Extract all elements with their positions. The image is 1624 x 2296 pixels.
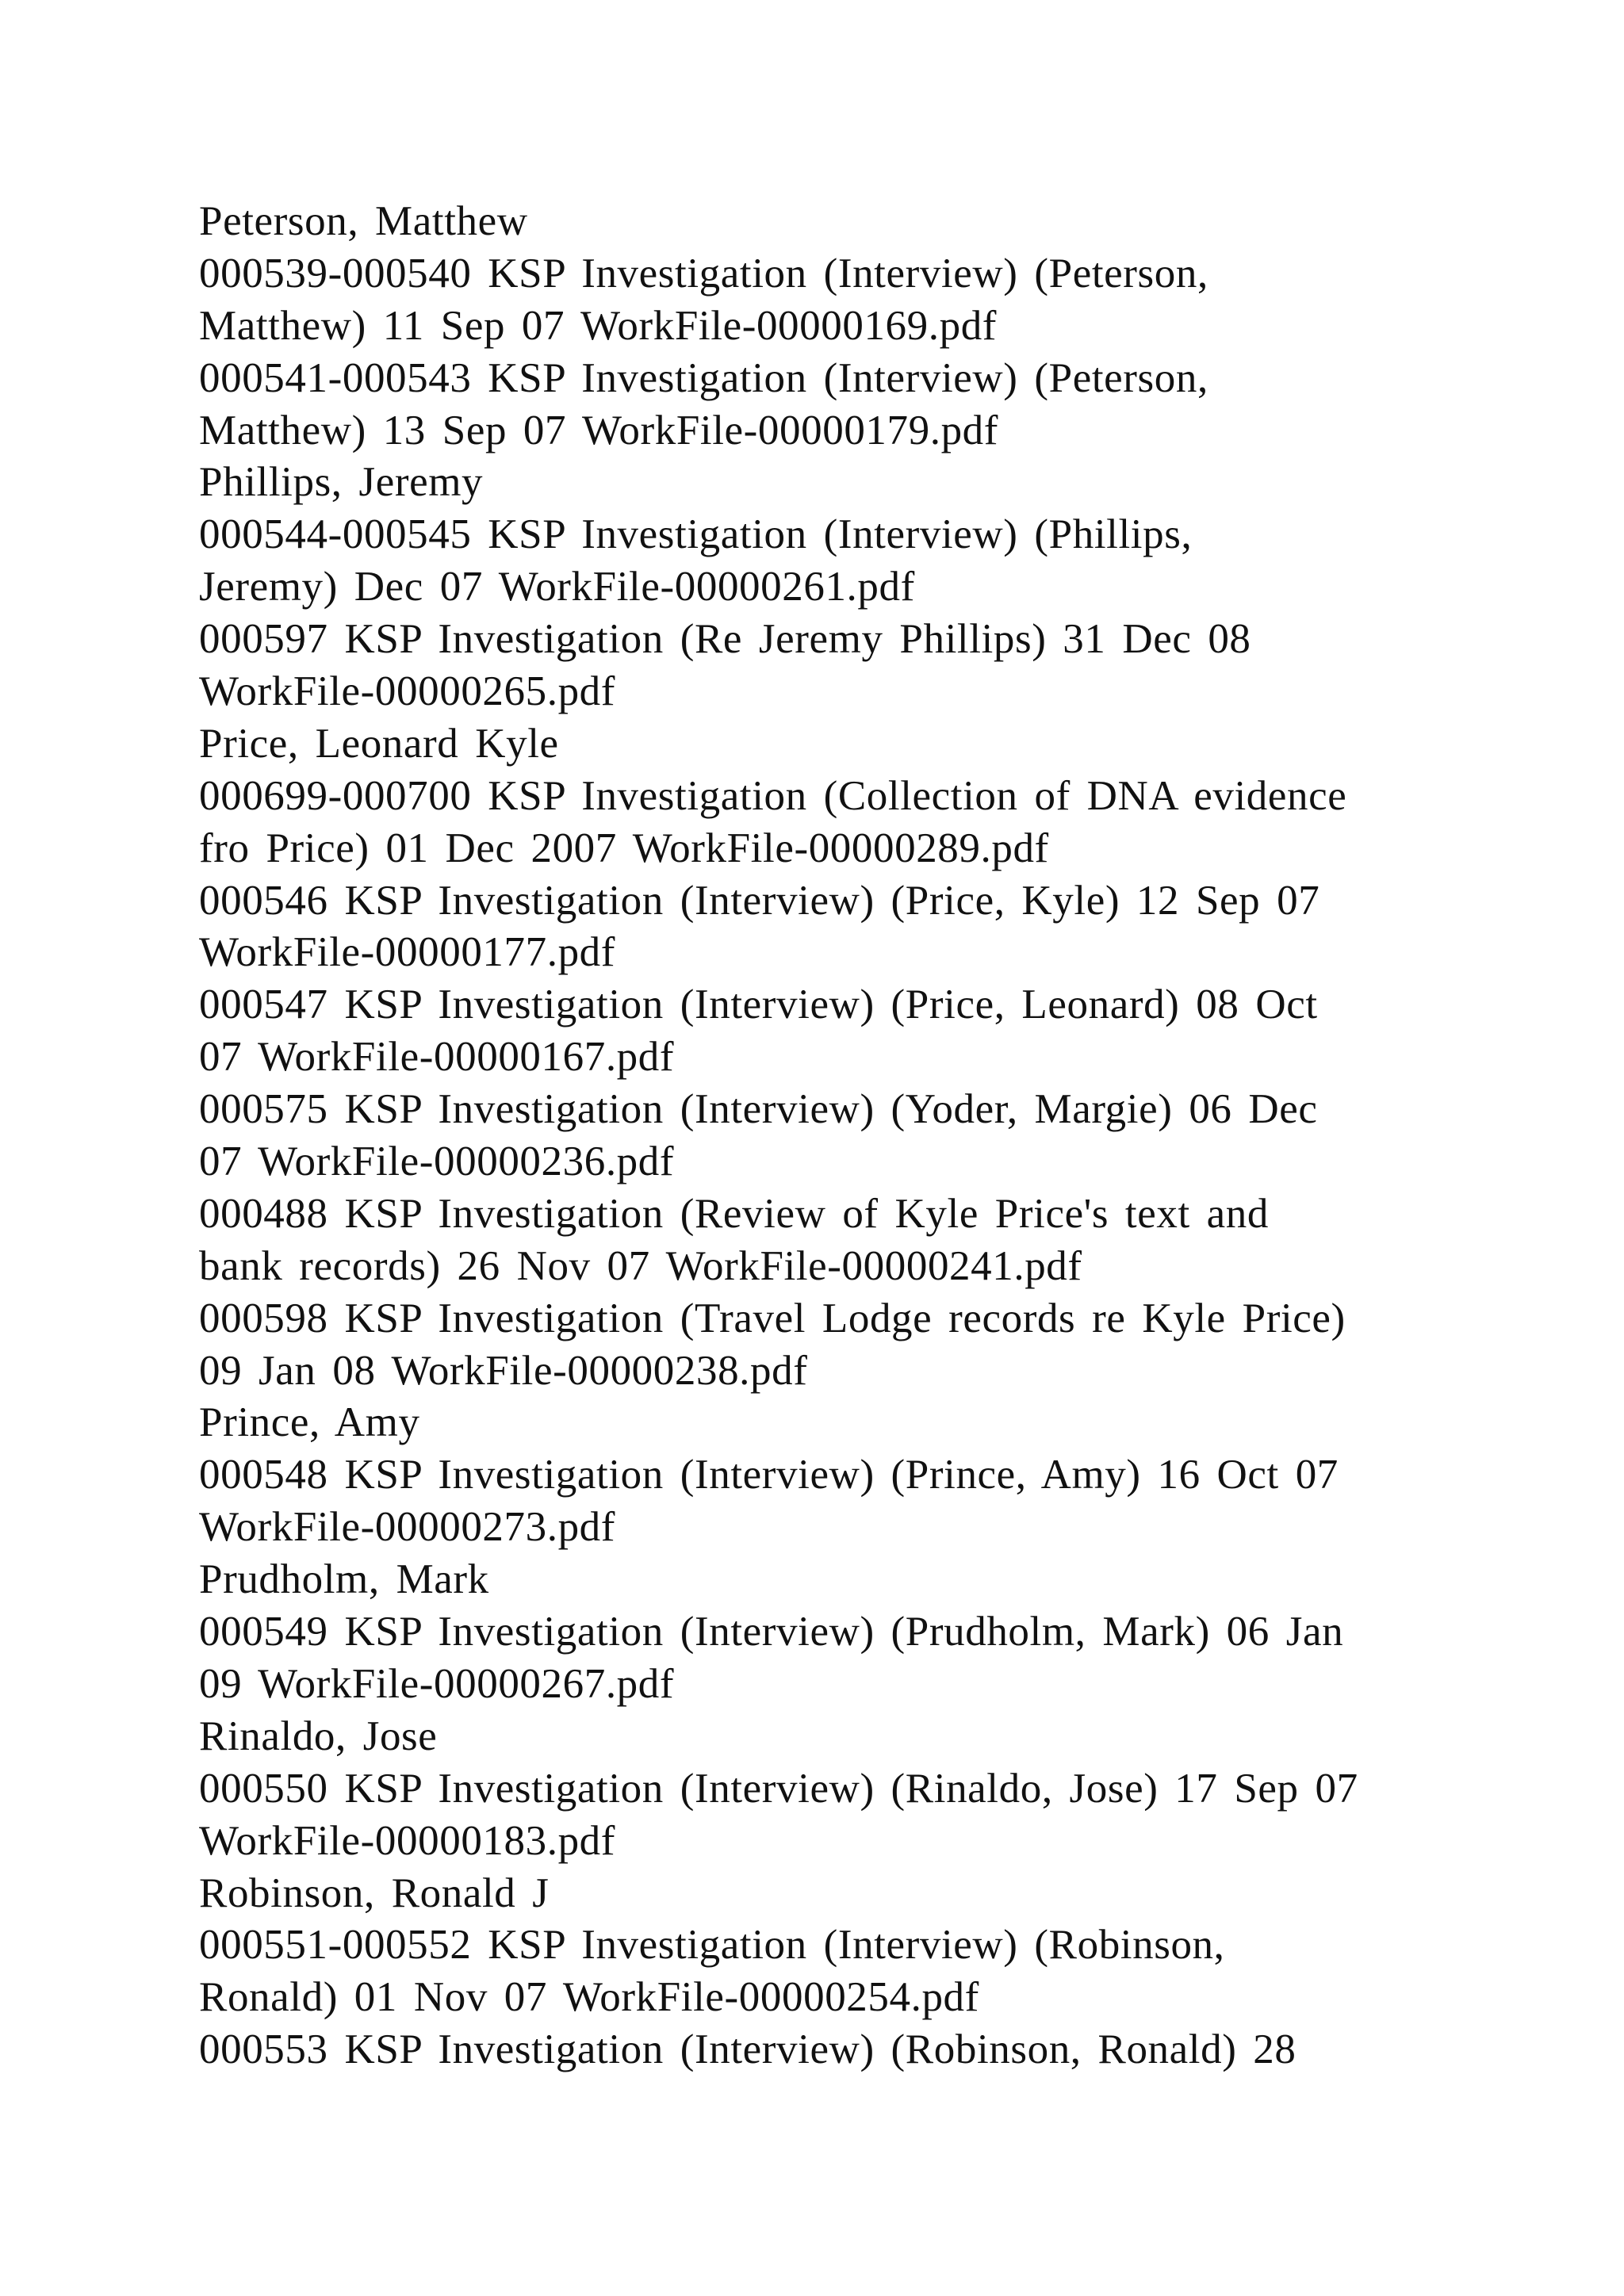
entry-line: 000488 KSP Investigation (Review of Kyle Price's text and [199, 1190, 1269, 1237]
document-body [199, 196, 1507, 2076]
entry-line: Ronald) 01 Nov 07 WorkFile-00000254.pdf [199, 1974, 979, 2021]
entry-line: WorkFile-00000177.pdf [199, 929, 616, 976]
heading-prince-amy: Prince, Amy [199, 1399, 420, 1446]
entry-line: bank records) 26 Nov 07 WorkFile-00000241.pdf [199, 1242, 1082, 1289]
entry-line: fro Price) 01 Dec 2007 WorkFile-00000289.pdf [199, 825, 1049, 871]
entry-line: 07 WorkFile-00000167.pdf [199, 1034, 675, 1081]
heading-price-leonard-kyle: Price, Leonard Kyle [199, 720, 559, 767]
heading-prudholm-mark: Prudholm, Mark [199, 1556, 489, 1603]
entry-line: 000541-000543 KSP Investigation (Interview) (Peterson, [199, 354, 1208, 401]
heading-peterson-matthew: Peterson, Matthew [199, 198, 528, 244]
entry-line: 000548 KSP Investigation (Interview) (Prince, Amy) 16 Oct 07 [199, 1452, 1339, 1498]
entry-line: Matthew) 11 Sep 07 WorkFile-00000169.pdf [199, 302, 998, 349]
entry-line: 000597 KSP Investigation (Re Jeremy Phillips) 31 Dec 08 [199, 616, 1251, 663]
entry-line: 000553 KSP Investigation (Interview) (Robinson, Ronald) 28 [199, 2026, 1297, 2073]
entry-line: 000546 KSP Investigation (Interview) (Price, Kyle) 12 Sep 07 [199, 877, 1320, 924]
entry-line: WorkFile-00000265.pdf [199, 668, 616, 715]
entry-line: 07 WorkFile-00000236.pdf [199, 1138, 675, 1185]
entry-line: 000598 KSP Investigation (Travel Lodge records re Kyle Price) [199, 1295, 1346, 1341]
entry-line: 000550 KSP Investigation (Interview) (Rinaldo, Jose) 17 Sep 07 [199, 1765, 1358, 1812]
entry-line: Matthew) 13 Sep 07 WorkFile-00000179.pdf [199, 407, 999, 453]
entry-line: 09 WorkFile-00000267.pdf [199, 1660, 675, 1707]
entry-line: 000549 KSP Investigation (Interview) (Prudholm, Mark) 06 Jan [199, 1609, 1344, 1655]
entry-line: 09 Jan 08 WorkFile-00000238.pdf [199, 1347, 808, 1394]
entry-line: 000547 KSP Investigation (Interview) (Price, Leonard) 08 Oct [199, 982, 1318, 1028]
heading-rinaldo-jose: Rinaldo, Jose [199, 1712, 438, 1759]
entry-line: WorkFile-00000183.pdf [199, 1817, 616, 1864]
entry-line: 000699-000700 KSP Investigation (Collection of DNA evidence [199, 772, 1347, 819]
entry-line: WorkFile-00000273.pdf [199, 1504, 616, 1551]
entry-line: Jeremy) Dec 07 WorkFile-00000261.pdf [199, 564, 915, 610]
entry-line: 000575 KSP Investigation (Interview) (Yoder, Margie) 06 Dec [199, 1086, 1318, 1133]
entry-line: 000551-000552 KSP Investigation (Interview) (Robinson, [199, 1922, 1225, 1969]
entry-line: 000544-000545 KSP Investigation (Interview) (Phillips, [199, 511, 1193, 558]
heading-phillips-jeremy: Phillips, Jeremy [199, 459, 484, 506]
heading-robinson-ronald: Robinson, Ronald J [199, 1869, 550, 1916]
entry-line: 000539-000540 KSP Investigation (Interview) (Peterson, [199, 250, 1208, 297]
